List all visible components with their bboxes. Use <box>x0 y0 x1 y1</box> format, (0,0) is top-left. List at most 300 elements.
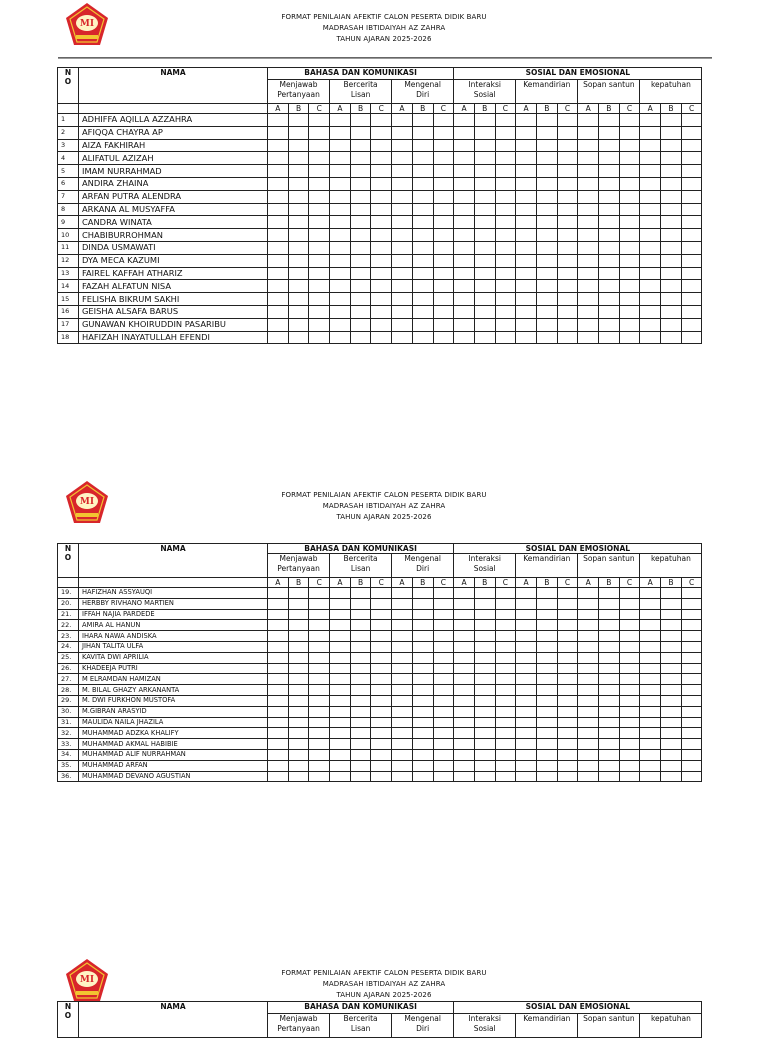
score-cell[interactable] <box>454 126 475 139</box>
score-cell[interactable] <box>268 305 289 318</box>
score-cell[interactable] <box>268 663 289 674</box>
score-cell[interactable] <box>330 126 351 139</box>
score-cell[interactable] <box>330 139 351 152</box>
score-cell[interactable] <box>433 165 454 178</box>
score-cell[interactable] <box>268 771 289 782</box>
score-cell[interactable] <box>454 293 475 306</box>
score-cell[interactable] <box>599 318 620 331</box>
score-cell[interactable] <box>578 126 599 139</box>
score-cell[interactable] <box>412 771 433 782</box>
score-cell[interactable] <box>433 331 454 344</box>
score-cell[interactable] <box>557 760 578 771</box>
score-cell[interactable] <box>454 652 475 663</box>
score-cell[interactable] <box>412 114 433 127</box>
score-cell[interactable] <box>392 318 413 331</box>
score-cell[interactable] <box>599 609 620 620</box>
score-cell[interactable] <box>288 663 309 674</box>
score-cell[interactable] <box>371 293 392 306</box>
score-cell[interactable] <box>433 641 454 652</box>
score-cell[interactable] <box>619 760 640 771</box>
score-cell[interactable] <box>474 216 495 229</box>
score-cell[interactable] <box>640 609 661 620</box>
score-cell[interactable] <box>288 631 309 642</box>
score-cell[interactable] <box>516 631 537 642</box>
score-cell[interactable] <box>288 190 309 203</box>
score-cell[interactable] <box>640 177 661 190</box>
score-cell[interactable] <box>433 620 454 631</box>
score-cell[interactable] <box>619 674 640 685</box>
score-cell[interactable] <box>454 203 475 216</box>
score-cell[interactable] <box>681 588 702 599</box>
score-cell[interactable] <box>433 126 454 139</box>
score-cell[interactable] <box>433 663 454 674</box>
score-cell[interactable] <box>557 620 578 631</box>
score-cell[interactable] <box>681 771 702 782</box>
score-cell[interactable] <box>536 203 557 216</box>
score-cell[interactable] <box>557 609 578 620</box>
score-cell[interactable] <box>433 588 454 599</box>
score-cell[interactable] <box>268 241 289 254</box>
score-cell[interactable] <box>350 749 371 760</box>
score-cell[interactable] <box>412 717 433 728</box>
score-cell[interactable] <box>288 706 309 717</box>
score-cell[interactable] <box>495 254 516 267</box>
score-cell[interactable] <box>350 190 371 203</box>
score-cell[interactable] <box>661 318 682 331</box>
score-cell[interactable] <box>454 177 475 190</box>
score-cell[interactable] <box>640 717 661 728</box>
score-cell[interactable] <box>392 203 413 216</box>
score-cell[interactable] <box>330 229 351 242</box>
score-cell[interactable] <box>557 152 578 165</box>
score-cell[interactable] <box>619 331 640 344</box>
score-cell[interactable] <box>309 216 330 229</box>
score-cell[interactable] <box>268 717 289 728</box>
score-cell[interactable] <box>661 749 682 760</box>
score-cell[interactable] <box>412 241 433 254</box>
score-cell[interactable] <box>268 229 289 242</box>
score-cell[interactable] <box>330 267 351 280</box>
score-cell[interactable] <box>371 598 392 609</box>
score-cell[interactable] <box>619 641 640 652</box>
score-cell[interactable] <box>619 598 640 609</box>
score-cell[interactable] <box>412 631 433 642</box>
score-cell[interactable] <box>599 739 620 750</box>
score-cell[interactable] <box>309 229 330 242</box>
score-cell[interactable] <box>309 598 330 609</box>
score-cell[interactable] <box>661 685 682 696</box>
score-cell[interactable] <box>578 652 599 663</box>
score-cell[interactable] <box>661 280 682 293</box>
score-cell[interactable] <box>557 695 578 706</box>
score-cell[interactable] <box>640 241 661 254</box>
score-cell[interactable] <box>599 760 620 771</box>
score-cell[interactable] <box>661 305 682 318</box>
score-cell[interactable] <box>330 620 351 631</box>
score-cell[interactable] <box>350 641 371 652</box>
score-cell[interactable] <box>536 620 557 631</box>
score-cell[interactable] <box>392 139 413 152</box>
score-cell[interactable] <box>433 139 454 152</box>
score-cell[interactable] <box>599 706 620 717</box>
score-cell[interactable] <box>516 331 537 344</box>
score-cell[interactable] <box>640 216 661 229</box>
score-cell[interactable] <box>681 631 702 642</box>
score-cell[interactable] <box>599 749 620 760</box>
score-cell[interactable] <box>371 631 392 642</box>
score-cell[interactable] <box>268 254 289 267</box>
score-cell[interactable] <box>619 695 640 706</box>
score-cell[interactable] <box>474 190 495 203</box>
score-cell[interactable] <box>495 152 516 165</box>
score-cell[interactable] <box>350 254 371 267</box>
score-cell[interactable] <box>681 177 702 190</box>
score-cell[interactable] <box>474 114 495 127</box>
score-cell[interactable] <box>681 267 702 280</box>
score-cell[interactable] <box>474 739 495 750</box>
score-cell[interactable] <box>536 241 557 254</box>
score-cell[interactable] <box>350 177 371 190</box>
score-cell[interactable] <box>412 739 433 750</box>
score-cell[interactable] <box>268 760 289 771</box>
score-cell[interactable] <box>330 652 351 663</box>
score-cell[interactable] <box>433 631 454 642</box>
score-cell[interactable] <box>474 229 495 242</box>
score-cell[interactable] <box>557 598 578 609</box>
score-cell[interactable] <box>433 739 454 750</box>
score-cell[interactable] <box>619 652 640 663</box>
score-cell[interactable] <box>536 114 557 127</box>
score-cell[interactable] <box>350 216 371 229</box>
score-cell[interactable] <box>350 685 371 696</box>
score-cell[interactable] <box>661 728 682 739</box>
score-cell[interactable] <box>433 706 454 717</box>
score-cell[interactable] <box>661 254 682 267</box>
score-cell[interactable] <box>288 177 309 190</box>
score-cell[interactable] <box>288 685 309 696</box>
score-cell[interactable] <box>454 685 475 696</box>
score-cell[interactable] <box>619 152 640 165</box>
score-cell[interactable] <box>454 717 475 728</box>
score-cell[interactable] <box>599 620 620 631</box>
score-cell[interactable] <box>661 190 682 203</box>
score-cell[interactable] <box>330 114 351 127</box>
score-cell[interactable] <box>392 293 413 306</box>
score-cell[interactable] <box>599 598 620 609</box>
score-cell[interactable] <box>640 620 661 631</box>
score-cell[interactable] <box>557 749 578 760</box>
score-cell[interactable] <box>495 663 516 674</box>
score-cell[interactable] <box>557 293 578 306</box>
score-cell[interactable] <box>412 706 433 717</box>
score-cell[interactable] <box>516 114 537 127</box>
score-cell[interactable] <box>288 641 309 652</box>
score-cell[interactable] <box>392 254 413 267</box>
score-cell[interactable] <box>454 739 475 750</box>
score-cell[interactable] <box>433 203 454 216</box>
score-cell[interactable] <box>681 641 702 652</box>
score-cell[interactable] <box>309 652 330 663</box>
score-cell[interactable] <box>640 771 661 782</box>
score-cell[interactable] <box>619 114 640 127</box>
score-cell[interactable] <box>516 152 537 165</box>
score-cell[interactable] <box>536 663 557 674</box>
score-cell[interactable] <box>599 641 620 652</box>
score-cell[interactable] <box>619 280 640 293</box>
score-cell[interactable] <box>412 609 433 620</box>
score-cell[interactable] <box>412 280 433 293</box>
score-cell[interactable] <box>454 305 475 318</box>
score-cell[interactable] <box>330 760 351 771</box>
score-cell[interactable] <box>578 749 599 760</box>
score-cell[interactable] <box>557 126 578 139</box>
score-cell[interactable] <box>309 114 330 127</box>
score-cell[interactable] <box>433 267 454 280</box>
score-cell[interactable] <box>681 216 702 229</box>
score-cell[interactable] <box>350 293 371 306</box>
score-cell[interactable] <box>536 760 557 771</box>
score-cell[interactable] <box>557 652 578 663</box>
score-cell[interactable] <box>536 771 557 782</box>
score-cell[interactable] <box>661 126 682 139</box>
score-cell[interactable] <box>350 652 371 663</box>
score-cell[interactable] <box>412 749 433 760</box>
score-cell[interactable] <box>516 293 537 306</box>
score-cell[interactable] <box>288 695 309 706</box>
score-cell[interactable] <box>392 588 413 599</box>
score-cell[interactable] <box>495 641 516 652</box>
score-cell[interactable] <box>330 728 351 739</box>
score-cell[interactable] <box>412 229 433 242</box>
score-cell[interactable] <box>516 749 537 760</box>
score-cell[interactable] <box>681 706 702 717</box>
score-cell[interactable] <box>578 760 599 771</box>
score-cell[interactable] <box>371 305 392 318</box>
score-cell[interactable] <box>392 229 413 242</box>
score-cell[interactable] <box>288 674 309 685</box>
score-cell[interactable] <box>619 254 640 267</box>
score-cell[interactable] <box>454 318 475 331</box>
score-cell[interactable] <box>516 216 537 229</box>
score-cell[interactable] <box>268 652 289 663</box>
score-cell[interactable] <box>474 331 495 344</box>
score-cell[interactable] <box>474 177 495 190</box>
score-cell[interactable] <box>681 165 702 178</box>
score-cell[interactable] <box>412 293 433 306</box>
score-cell[interactable] <box>433 728 454 739</box>
score-cell[interactable] <box>599 114 620 127</box>
score-cell[interactable] <box>309 177 330 190</box>
score-cell[interactable] <box>433 652 454 663</box>
score-cell[interactable] <box>516 280 537 293</box>
score-cell[interactable] <box>619 190 640 203</box>
score-cell[interactable] <box>350 663 371 674</box>
score-cell[interactable] <box>454 190 475 203</box>
score-cell[interactable] <box>495 706 516 717</box>
score-cell[interactable] <box>599 280 620 293</box>
score-cell[interactable] <box>661 652 682 663</box>
score-cell[interactable] <box>495 631 516 642</box>
score-cell[interactable] <box>578 663 599 674</box>
score-cell[interactable] <box>330 717 351 728</box>
score-cell[interactable] <box>371 165 392 178</box>
score-cell[interactable] <box>681 114 702 127</box>
score-cell[interactable] <box>661 674 682 685</box>
score-cell[interactable] <box>516 641 537 652</box>
score-cell[interactable] <box>371 152 392 165</box>
score-cell[interactable] <box>516 305 537 318</box>
score-cell[interactable] <box>495 165 516 178</box>
score-cell[interactable] <box>392 126 413 139</box>
score-cell[interactable] <box>681 652 702 663</box>
score-cell[interactable] <box>412 598 433 609</box>
score-cell[interactable] <box>536 152 557 165</box>
score-cell[interactable] <box>516 620 537 631</box>
score-cell[interactable] <box>330 254 351 267</box>
score-cell[interactable] <box>350 728 371 739</box>
score-cell[interactable] <box>536 126 557 139</box>
score-cell[interactable] <box>516 728 537 739</box>
score-cell[interactable] <box>495 620 516 631</box>
score-cell[interactable] <box>309 695 330 706</box>
score-cell[interactable] <box>474 139 495 152</box>
score-cell[interactable] <box>599 216 620 229</box>
score-cell[interactable] <box>516 241 537 254</box>
score-cell[interactable] <box>350 695 371 706</box>
score-cell[interactable] <box>516 203 537 216</box>
score-cell[interactable] <box>268 749 289 760</box>
score-cell[interactable] <box>268 728 289 739</box>
score-cell[interactable] <box>392 674 413 685</box>
score-cell[interactable] <box>433 229 454 242</box>
score-cell[interactable] <box>661 760 682 771</box>
score-cell[interactable] <box>640 749 661 760</box>
score-cell[interactable] <box>557 706 578 717</box>
score-cell[interactable] <box>578 588 599 599</box>
score-cell[interactable] <box>516 254 537 267</box>
score-cell[interactable] <box>516 267 537 280</box>
score-cell[interactable] <box>681 254 702 267</box>
score-cell[interactable] <box>268 331 289 344</box>
score-cell[interactable] <box>350 165 371 178</box>
score-cell[interactable] <box>433 695 454 706</box>
score-cell[interactable] <box>350 241 371 254</box>
score-cell[interactable] <box>288 760 309 771</box>
score-cell[interactable] <box>536 293 557 306</box>
score-cell[interactable] <box>516 177 537 190</box>
score-cell[interactable] <box>392 685 413 696</box>
score-cell[interactable] <box>371 620 392 631</box>
score-cell[interactable] <box>288 609 309 620</box>
score-cell[interactable] <box>578 165 599 178</box>
score-cell[interactable] <box>330 305 351 318</box>
score-cell[interactable] <box>330 203 351 216</box>
score-cell[interactable] <box>640 674 661 685</box>
score-cell[interactable] <box>454 139 475 152</box>
score-cell[interactable] <box>536 717 557 728</box>
score-cell[interactable] <box>371 229 392 242</box>
score-cell[interactable] <box>350 139 371 152</box>
score-cell[interactable] <box>288 229 309 242</box>
score-cell[interactable] <box>454 254 475 267</box>
score-cell[interactable] <box>516 760 537 771</box>
score-cell[interactable] <box>392 728 413 739</box>
score-cell[interactable] <box>288 165 309 178</box>
score-cell[interactable] <box>578 641 599 652</box>
score-cell[interactable] <box>350 771 371 782</box>
score-cell[interactable] <box>412 620 433 631</box>
score-cell[interactable] <box>619 165 640 178</box>
score-cell[interactable] <box>288 652 309 663</box>
score-cell[interactable] <box>578 728 599 739</box>
score-cell[interactable] <box>681 717 702 728</box>
score-cell[interactable] <box>433 241 454 254</box>
score-cell[interactable] <box>661 165 682 178</box>
score-cell[interactable] <box>557 717 578 728</box>
score-cell[interactable] <box>412 760 433 771</box>
score-cell[interactable] <box>412 318 433 331</box>
score-cell[interactable] <box>474 706 495 717</box>
score-cell[interactable] <box>495 652 516 663</box>
score-cell[interactable] <box>392 216 413 229</box>
score-cell[interactable] <box>474 728 495 739</box>
score-cell[interactable] <box>288 203 309 216</box>
score-cell[interactable] <box>578 706 599 717</box>
score-cell[interactable] <box>454 620 475 631</box>
score-cell[interactable] <box>557 280 578 293</box>
score-cell[interactable] <box>330 177 351 190</box>
score-cell[interactable] <box>268 203 289 216</box>
score-cell[interactable] <box>330 749 351 760</box>
score-cell[interactable] <box>557 114 578 127</box>
score-cell[interactable] <box>640 728 661 739</box>
score-cell[interactable] <box>536 177 557 190</box>
score-cell[interactable] <box>454 216 475 229</box>
score-cell[interactable] <box>474 203 495 216</box>
score-cell[interactable] <box>557 203 578 216</box>
score-cell[interactable] <box>495 760 516 771</box>
score-cell[interactable] <box>350 305 371 318</box>
score-cell[interactable] <box>536 739 557 750</box>
score-cell[interactable] <box>309 331 330 344</box>
score-cell[interactable] <box>474 305 495 318</box>
score-cell[interactable] <box>474 241 495 254</box>
score-cell[interactable] <box>392 739 413 750</box>
score-cell[interactable] <box>433 749 454 760</box>
score-cell[interactable] <box>495 126 516 139</box>
score-cell[interactable] <box>578 216 599 229</box>
score-cell[interactable] <box>392 267 413 280</box>
score-cell[interactable] <box>640 706 661 717</box>
score-cell[interactable] <box>330 685 351 696</box>
score-cell[interactable] <box>578 280 599 293</box>
score-cell[interactable] <box>640 631 661 642</box>
score-cell[interactable] <box>599 685 620 696</box>
score-cell[interactable] <box>557 739 578 750</box>
score-cell[interactable] <box>681 293 702 306</box>
score-cell[interactable] <box>330 739 351 750</box>
score-cell[interactable] <box>454 674 475 685</box>
score-cell[interactable] <box>495 717 516 728</box>
score-cell[interactable] <box>681 139 702 152</box>
score-cell[interactable] <box>681 685 702 696</box>
score-cell[interactable] <box>681 663 702 674</box>
score-cell[interactable] <box>557 663 578 674</box>
score-cell[interactable] <box>536 609 557 620</box>
score-cell[interactable] <box>288 728 309 739</box>
score-cell[interactable] <box>392 771 413 782</box>
score-cell[interactable] <box>681 126 702 139</box>
